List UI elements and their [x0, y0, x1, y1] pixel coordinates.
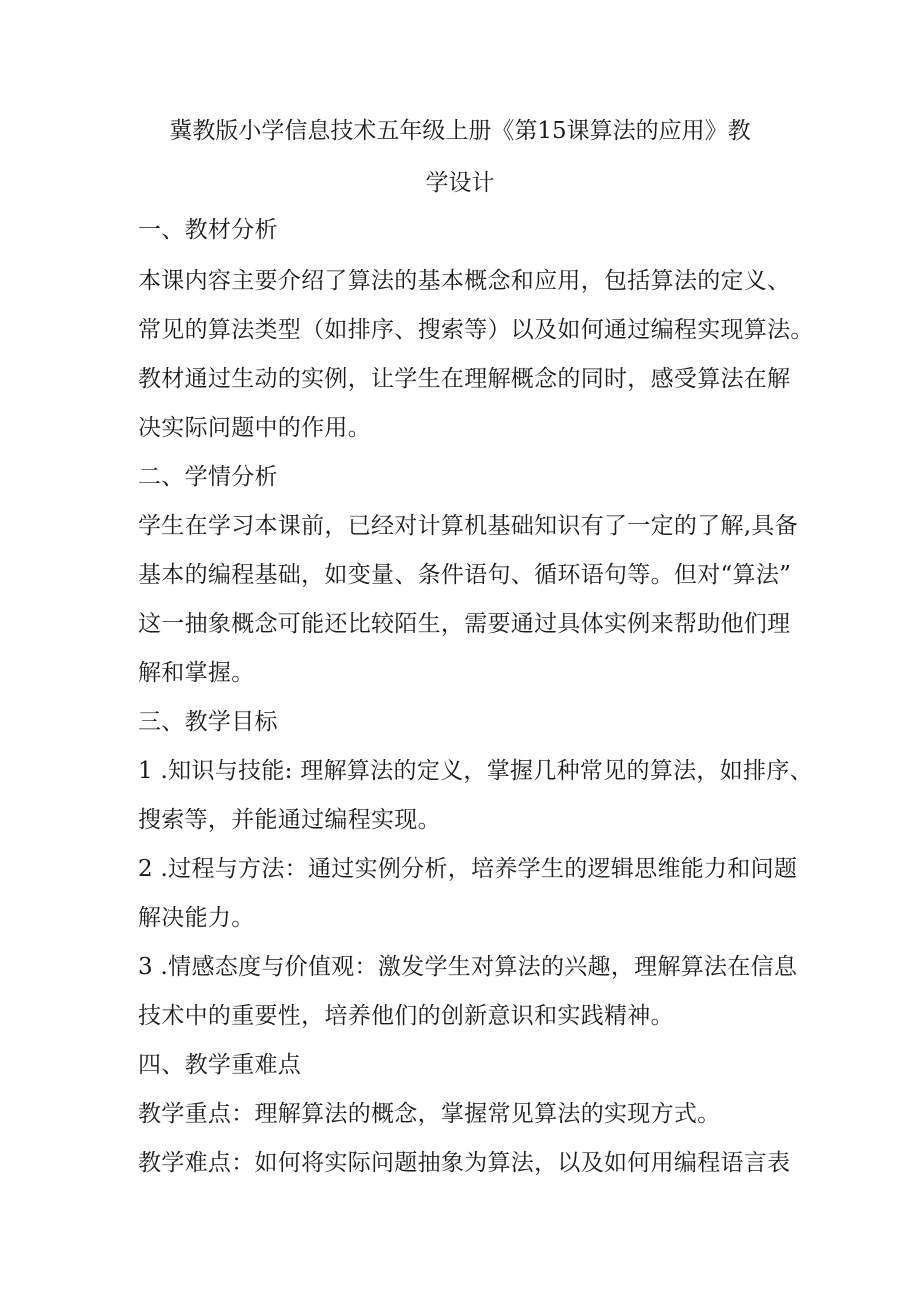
- paragraph-line: 基本的编程基础，如变量、条件语句、循环语句等。但对“算法”: [138, 562, 792, 588]
- paragraph-line: 2 .过程与方法：通过实例分析，培养学生的逻辑思维能力和问题: [138, 856, 798, 882]
- paragraph-line: 技术中的重要性，培养他们的创新意识和实践精神。: [138, 1003, 674, 1029]
- section-heading-key-difficult-points: 四、教学重难点: [138, 1052, 302, 1078]
- paragraph-line: 1 .知识与技能: 理解算法的定义，掌握几种常见的算法，如排序、: [138, 758, 813, 784]
- section-heading-student-analysis: 二、学情分析: [138, 464, 278, 490]
- document-title-line1: 冀教版小学信息技术五年级上册《第15课算法的应用》教: [169, 118, 751, 144]
- paragraph-line: 搜索等，并能通过编程实现。: [138, 807, 441, 833]
- paragraph-line: 解和掌握。: [138, 660, 255, 686]
- paragraph-line: 这一抽象概念可能还比较陌生，需要通过具体实例来帮助他们理: [138, 611, 791, 637]
- section-heading-teaching-objectives: 三、教学目标: [138, 709, 278, 735]
- paragraph-line: 本课内容主要介绍了算法的基本概念和应用，包括算法的定义、: [138, 268, 791, 294]
- paragraph-line: 3 .情感态度与价值观：激发学生对算法的兴趣，理解算法在信息: [138, 954, 798, 980]
- paragraph-line: 教学难点：如何将实际问题抽象为算法，以及如何用编程语言表: [138, 1150, 791, 1176]
- paragraph-line: 教学重点：理解算法的概念，掌握常见算法的实现方式。: [138, 1101, 721, 1127]
- document-title-line2: 学设计: [425, 170, 495, 196]
- section-heading-textbook-analysis: 一、教材分析: [138, 217, 278, 243]
- paragraph-line: 常见的算法类型（如排序、搜索等）以及如何通过编程实现算法。: [138, 317, 814, 343]
- paragraph-line: 解决能力。: [138, 905, 255, 931]
- paragraph-line: 教材通过生动的实例，让学生在理解概念的同时，感受算法在解: [138, 366, 791, 392]
- paragraph-line: 决实际问题中的作用。: [138, 415, 371, 441]
- paragraph-line: 学生在学习本课前，已经对计算机基础知识有了一定的了解,具备: [138, 513, 799, 539]
